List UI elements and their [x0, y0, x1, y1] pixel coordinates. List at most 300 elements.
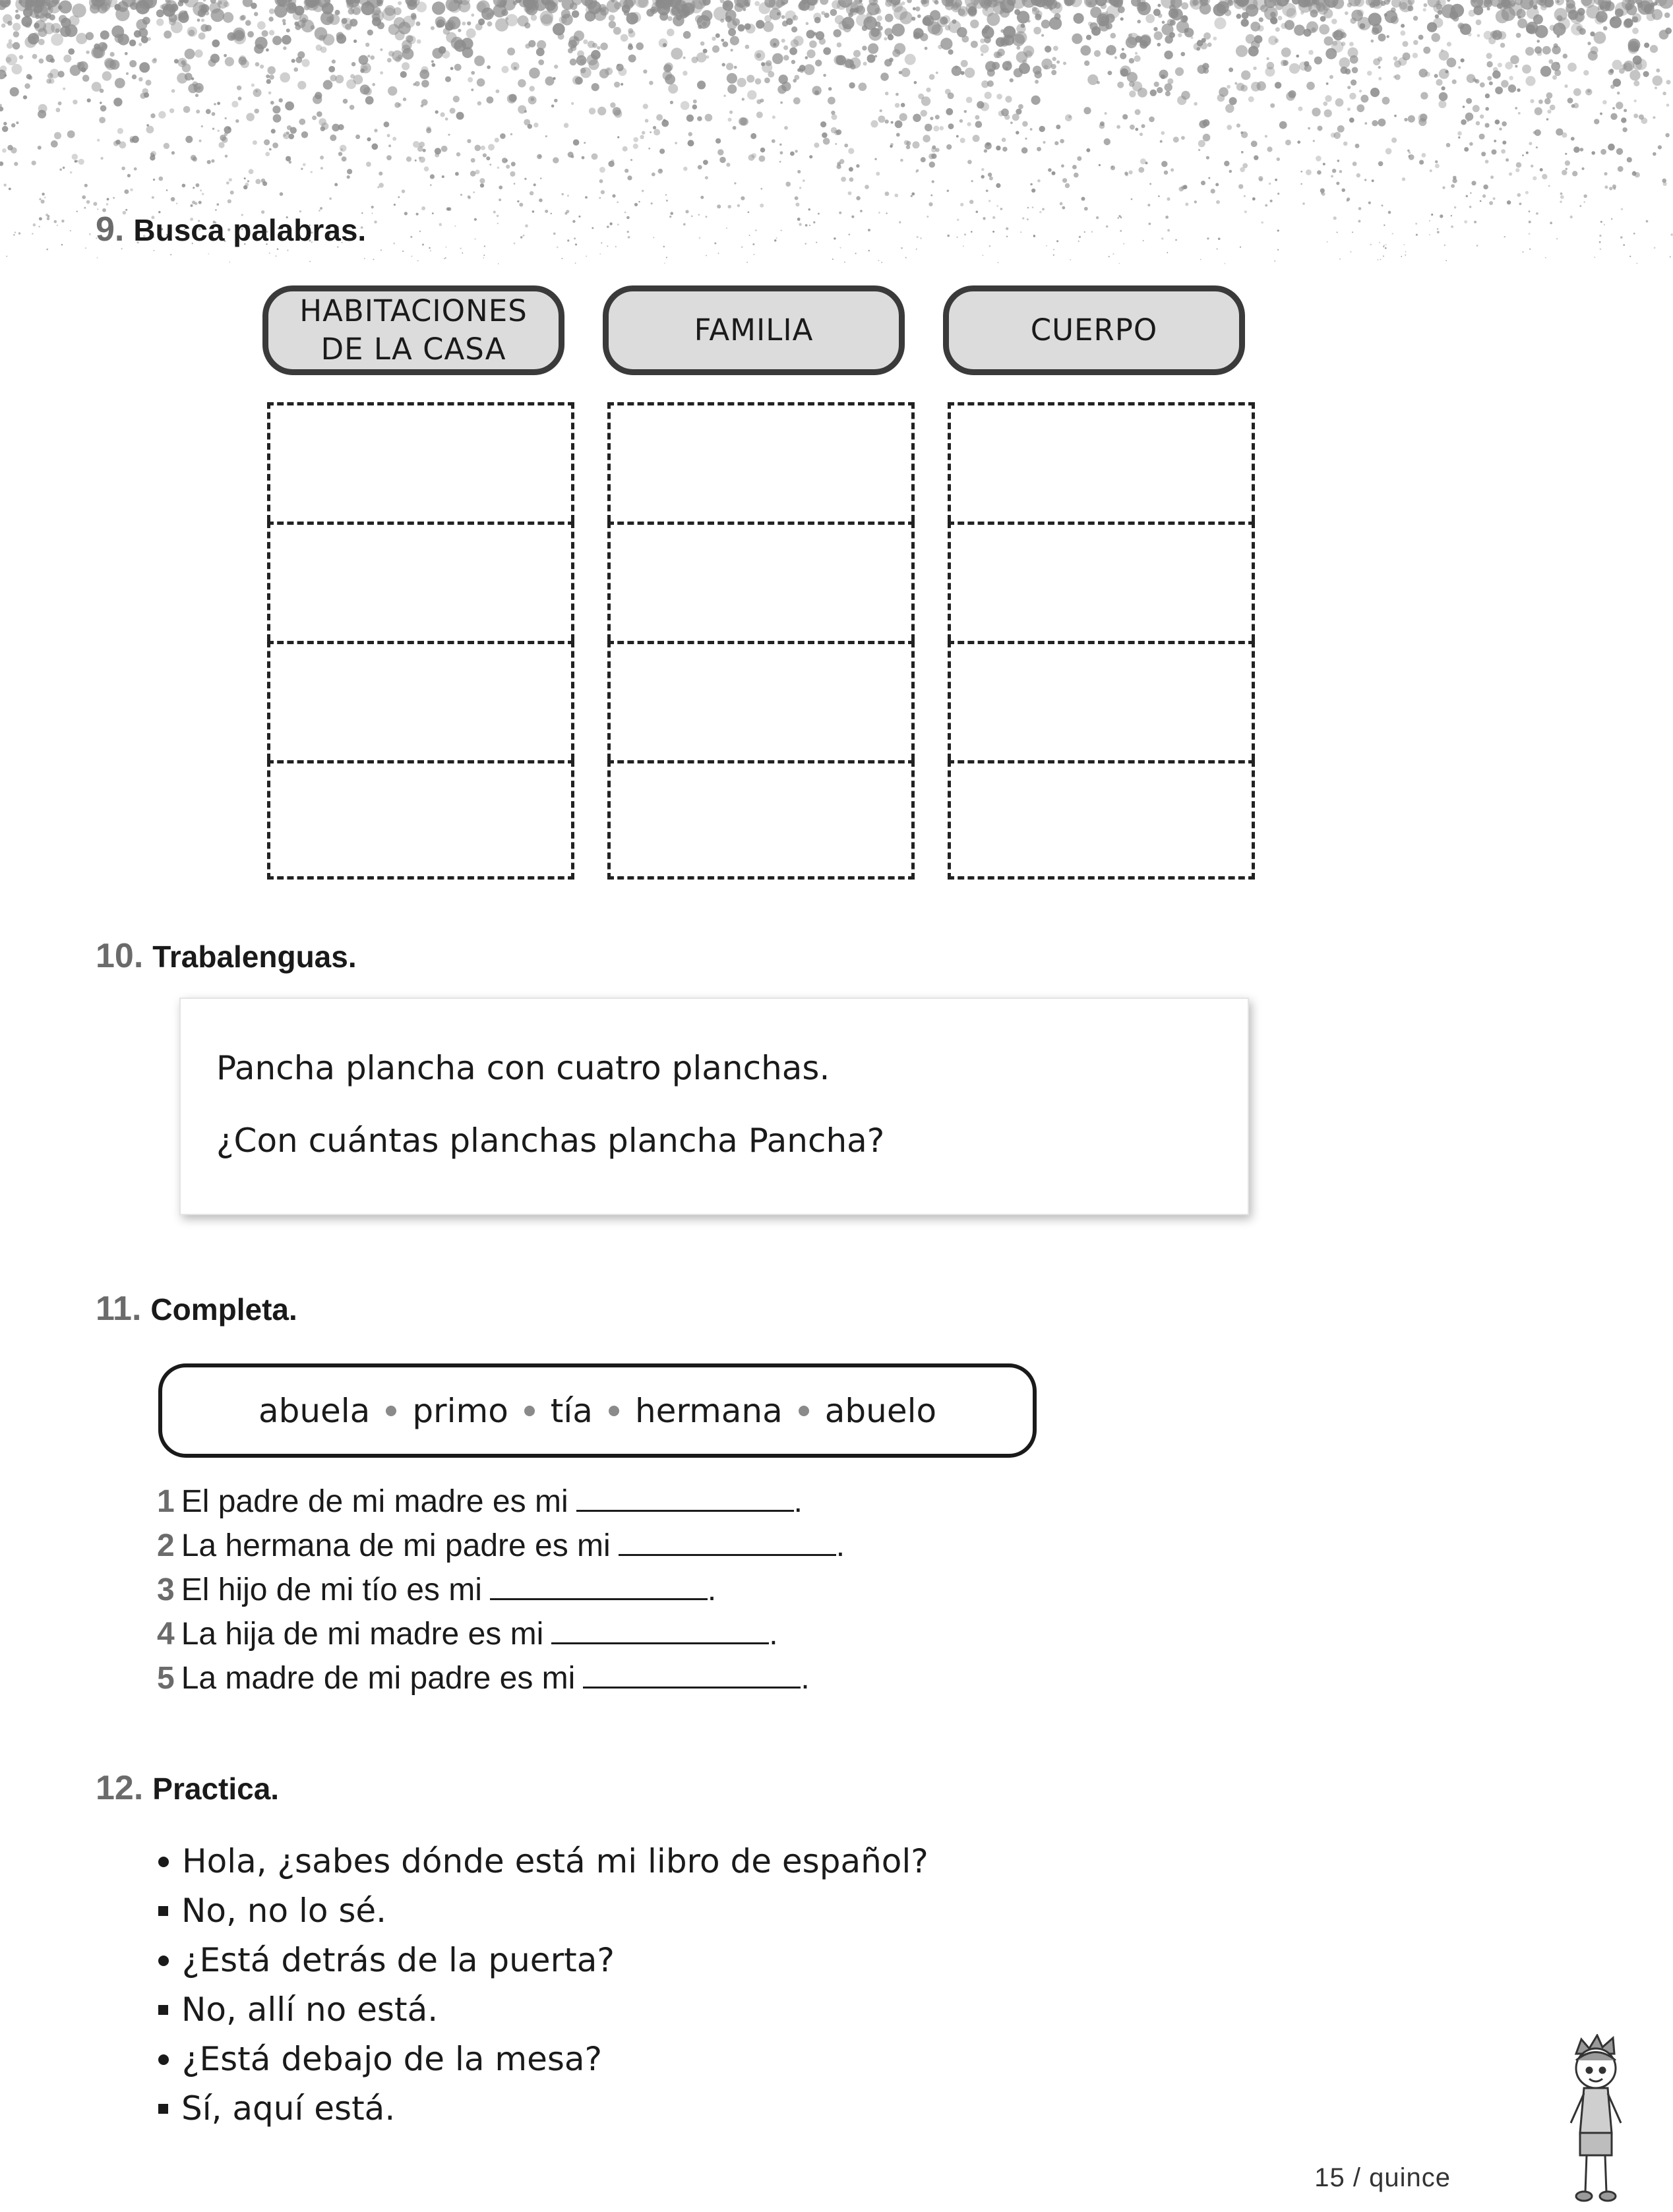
- splatter-dot: [59, 168, 62, 171]
- splatter-dot: [280, 73, 290, 83]
- splatter-dot: [1119, 263, 1120, 264]
- splatter-dot: [431, 60, 434, 63]
- splatter-dot: [336, 32, 344, 40]
- splatter-dot: [226, 181, 229, 185]
- splatter-dot: [865, 185, 869, 189]
- splatter-dot: [1617, 92, 1620, 95]
- splatter-dot: [304, 5, 310, 11]
- answer-blank[interactable]: [551, 1616, 769, 1644]
- splatter-dot: [971, 41, 978, 48]
- splatter-dot: [483, 254, 485, 256]
- answer-cell[interactable]: [267, 402, 574, 522]
- splatter-dot: [195, 49, 202, 57]
- splatter-dot: [1352, 67, 1358, 74]
- splatter-dot: [1431, 33, 1440, 42]
- splatter-dot: [599, 253, 601, 254]
- splatter-dot: [113, 197, 115, 199]
- splatter-dot: [1515, 107, 1517, 109]
- splatter-dot: [1120, 230, 1122, 232]
- splatter-dot: [32, 54, 38, 59]
- splatter-dot: [467, 139, 471, 143]
- splatter-dot: [113, 140, 119, 146]
- splatter-dot: [1030, 128, 1033, 131]
- splatter-dot: [388, 51, 394, 57]
- splatter-dot: [1042, 208, 1045, 211]
- splatter-dot: [398, 1, 402, 5]
- splatter-dot: [474, 218, 477, 221]
- splatter-dot: [214, 103, 216, 105]
- splatter-dot: [284, 134, 286, 136]
- splatter-dot: [1471, 181, 1476, 185]
- answer-cell[interactable]: [267, 641, 574, 760]
- splatter-dot: [203, 0, 206, 2]
- splatter-dot: [537, 40, 546, 49]
- splatter-dot: [626, 13, 638, 24]
- splatter-dot: [372, 7, 380, 15]
- splatter-dot: [1533, 5, 1538, 10]
- category-header-family: FAMILIA: [603, 285, 905, 375]
- splatter-dot: [667, 28, 675, 36]
- splatter-dot: [1345, 69, 1351, 75]
- splatter-dot: [895, 121, 903, 129]
- splatter-dot: [1609, 187, 1612, 190]
- splatter-dot: [1570, 216, 1573, 218]
- splatter-dot: [330, 135, 336, 141]
- square-bullet-icon: [158, 1906, 168, 1916]
- splatter-dot: [1327, 241, 1328, 243]
- answer-cell[interactable]: [607, 522, 915, 641]
- splatter-dot: [141, 36, 148, 44]
- splatter-dot: [600, 43, 608, 51]
- splatter-dot: [626, 216, 630, 220]
- splatter-dot: [1629, 70, 1640, 80]
- splatter-dot: [1351, 80, 1356, 86]
- splatter-dot: [812, 86, 821, 95]
- splatter-dot: [573, 139, 580, 146]
- splatter-dot: [500, 133, 506, 139]
- splatter-dot: [1662, 92, 1666, 95]
- splatter-dot: [91, 47, 103, 59]
- splatter-dot: [823, 47, 831, 55]
- splatter-dot: [56, 107, 61, 112]
- splatter-dot: [989, 245, 991, 247]
- splatter-dot: [1633, 55, 1642, 65]
- splatter-dot: [335, 10, 340, 15]
- splatter-dot: [553, 77, 556, 80]
- splatter-dot: [462, 22, 466, 26]
- answer-cell[interactable]: [267, 760, 574, 880]
- splatter-dot: [1557, 15, 1563, 21]
- splatter-dot: [261, 179, 266, 183]
- splatter-dot: [51, 34, 63, 46]
- splatter-dot: [1194, 200, 1197, 203]
- splatter-dot: [1006, 227, 1008, 230]
- splatter-dot: [870, 120, 878, 127]
- splatter-dot: [1499, 128, 1502, 131]
- splatter-dot: [32, 161, 36, 165]
- splatter-dot: [1277, 158, 1280, 161]
- answer-cell[interactable]: [607, 402, 915, 522]
- splatter-dot: [758, 2, 770, 14]
- splatter-dot: [1594, 119, 1599, 124]
- splatter-dot: [198, 5, 205, 11]
- answer-blank[interactable]: [490, 1572, 708, 1600]
- splatter-dot: [1060, 139, 1064, 144]
- splatter-dot: [1173, 136, 1179, 142]
- splatter-dot: [1241, 85, 1248, 92]
- splatter-dot: [477, 102, 481, 105]
- splatter-dot: [1123, 243, 1124, 245]
- splatter-dot: [533, 123, 538, 127]
- splatter-dot: [44, 196, 46, 198]
- splatter-dot: [551, 105, 555, 108]
- splatter-dot: [1022, 121, 1028, 127]
- section-number: 9.: [96, 210, 125, 249]
- splatter-dot: [430, 184, 432, 186]
- splatter-dot: [1350, 18, 1356, 24]
- word-column-family: [607, 402, 915, 880]
- splatter-dot: [1200, 259, 1202, 260]
- dialogue-text: Hola, ¿sabes dónde está mi libro de español?: [182, 1842, 928, 1880]
- splatter-dot: [1378, 34, 1386, 42]
- splatter-dot: [164, 143, 169, 149]
- splatter-dot: [1598, 5, 1603, 11]
- splatter-dot: [61, 244, 63, 245]
- splatter-dot: [1599, 241, 1601, 243]
- sentence-number: 1: [157, 1484, 175, 1519]
- splatter-dot: [1485, 160, 1489, 164]
- splatter-dot: [693, 100, 697, 104]
- splatter-dot: [166, 189, 168, 191]
- splatter-dot: [1654, 247, 1656, 249]
- splatter-dot: [1275, 179, 1277, 181]
- splatter-dot: [975, 121, 983, 128]
- splatter-dot: [630, 159, 632, 161]
- splatter-dot: [1300, 171, 1302, 173]
- splatter-dot: [699, 237, 701, 239]
- splatter-dot: [1571, 137, 1575, 141]
- splatter-dot: [1203, 134, 1211, 142]
- splatter-dot: [627, 175, 632, 180]
- splatter-dot: [1517, 18, 1527, 28]
- splatter-dot: [980, 44, 989, 53]
- splatter-dot: [1211, 189, 1215, 193]
- splatter-dot: [287, 250, 288, 251]
- splatter-dot: [1131, 198, 1133, 200]
- splatter-dot: [86, 51, 89, 54]
- splatter-dot: [658, 169, 663, 174]
- splatter-dot: [1349, 93, 1356, 100]
- splatter-dot: [665, 74, 675, 84]
- splatter-dot: [510, 171, 515, 177]
- splatter-dot: [1506, 158, 1509, 162]
- splatter-dot: [627, 231, 629, 233]
- splatter-dot: [1259, 177, 1263, 181]
- splatter-dot: [1225, 104, 1234, 113]
- splatter-dot: [649, 81, 653, 85]
- splatter-dot: [900, 159, 903, 162]
- splatter-dot: [185, 49, 195, 59]
- splatter-dot: [117, 128, 123, 134]
- splatter-dot: [1364, 179, 1366, 181]
- splatter-dot: [1109, 256, 1110, 257]
- splatter-dot: [1332, 32, 1339, 38]
- splatter-dot: [957, 219, 959, 221]
- splatter-dot: [146, 126, 154, 134]
- splatter-dot: [588, 59, 599, 70]
- answer-cell[interactable]: [948, 760, 1255, 880]
- splatter-dot: [797, 218, 801, 221]
- splatter-dot: [601, 243, 602, 244]
- splatter-dot: [1442, 86, 1445, 90]
- splatter-dot: [39, 59, 44, 64]
- splatter-dot: [413, 141, 419, 148]
- splatter-dot: [1529, 142, 1532, 145]
- splatter-dot: [809, 155, 812, 158]
- splatter-dot: [1277, 193, 1279, 194]
- sentence-text: El padre de mi madre es mi: [181, 1484, 568, 1519]
- splatter-dot: [965, 68, 975, 78]
- splatter-dot: [1360, 95, 1368, 103]
- splatter-dot: [747, 90, 756, 100]
- splatter-dot: [899, 221, 901, 223]
- splatter-dot: [140, 93, 146, 99]
- splatter-dot: [46, 78, 51, 84]
- splatter-dot: [1489, 201, 1493, 205]
- splatter-dot: [1343, 142, 1348, 146]
- answer-blank[interactable]: [619, 1528, 836, 1556]
- splatter-dot: [1251, 140, 1258, 147]
- splatter-dot: [1006, 61, 1012, 66]
- splatter-dot: [973, 135, 980, 142]
- splatter-dot: [568, 48, 573, 53]
- splatter-dot: [1031, 96, 1041, 105]
- splatter-dot: [742, 98, 745, 100]
- splatter-dot: [1610, 16, 1622, 28]
- splatter-dot: [0, 107, 3, 111]
- splatter-dot: [63, 88, 65, 90]
- splatter-dot: [828, 97, 836, 105]
- splatter-dot: [1357, 9, 1364, 16]
- splatter-dot: [1451, 4, 1464, 17]
- splatter-dot: [790, 152, 795, 156]
- splatter-dot: [392, 137, 396, 141]
- splatter-dot: [856, 164, 859, 167]
- splatter-dot: [1447, 57, 1457, 67]
- splatter-dot: [1633, 113, 1638, 118]
- splatter-dot: [1442, 187, 1445, 189]
- splatter-dot: [618, 67, 626, 76]
- splatter-dot: [178, 13, 189, 23]
- splatter-dot: [1536, 40, 1540, 43]
- splatter-dot: [1629, 256, 1631, 257]
- splatter-dot: [1565, 153, 1567, 155]
- splatter-dot: [1135, 36, 1142, 43]
- splatter-dot: [628, 236, 630, 239]
- splatter-dot: [15, 14, 20, 19]
- splatter-dot: [791, 40, 799, 48]
- splatter-dot: [1078, 241, 1080, 242]
- splatter-dot: [282, 19, 286, 23]
- splatter-dot: [518, 79, 526, 88]
- splatter-dot: [46, 249, 48, 251]
- splatter-dot: [468, 196, 471, 199]
- answer-blank[interactable]: [583, 1660, 801, 1689]
- splatter-dot: [1162, 21, 1165, 24]
- sentence-item: 1 El padre de mi madre es mi .: [157, 1484, 803, 1519]
- splatter-dot: [1332, 41, 1337, 46]
- splatter-dot: [1600, 221, 1602, 223]
- splatter-dot: [1391, 16, 1399, 24]
- splatter-dot: [764, 78, 770, 84]
- splatter-dot: [1054, 2, 1061, 9]
- splatter-dot: [1077, 156, 1081, 161]
- category-header-body: CUERPO: [943, 285, 1245, 375]
- splatter-dot: [1224, 161, 1229, 166]
- splatter-dot: [1167, 229, 1170, 232]
- splatter-dot: [849, 167, 853, 171]
- splatter-dot: [359, 55, 369, 65]
- splatter-dot: [539, 198, 543, 202]
- splatter-dot: [588, 41, 595, 48]
- splatter-dot: [58, 102, 62, 105]
- splatter-dot: [1482, 194, 1486, 198]
- splatter-dot: [622, 5, 630, 13]
- section-number: 10.: [96, 937, 144, 975]
- splatter-dot: [47, 218, 50, 221]
- splatter-dot: [524, 110, 527, 113]
- splatter-dot: [1372, 120, 1378, 126]
- answer-blank[interactable]: [576, 1483, 794, 1512]
- splatter-dot: [41, 200, 45, 204]
- splatter-dot: [836, 129, 841, 135]
- word-bank-item: tía: [550, 1391, 593, 1430]
- splatter-dot: [575, 243, 577, 245]
- splatter-dot: [809, 225, 810, 226]
- splatter-dot: [302, 59, 310, 67]
- splatter-dot: [686, 115, 694, 122]
- splatter-dot: [1051, 70, 1056, 75]
- splatter-dot: [1444, 245, 1445, 246]
- answer-cell[interactable]: [607, 760, 915, 880]
- splatter-dot: [1323, 163, 1325, 165]
- splatter-dot: [1310, 10, 1318, 18]
- splatter-dot: [24, 36, 36, 48]
- splatter-dot: [985, 92, 992, 99]
- splatter-dot: [985, 61, 996, 73]
- answer-cell[interactable]: [267, 522, 574, 641]
- splatter-dot: [917, 236, 919, 238]
- splatter-dot: [1434, 74, 1438, 78]
- splatter-dot: [554, 99, 558, 103]
- splatter-dot: [350, 105, 355, 110]
- splatter-dot: [223, 12, 233, 22]
- splatter-dot: [379, 171, 382, 175]
- splatter-dot: [685, 210, 688, 213]
- splatter-dot: [628, 43, 632, 47]
- splatter-dot: [265, 152, 270, 156]
- section-number: 12.: [96, 1769, 144, 1807]
- answer-cell[interactable]: [948, 522, 1255, 641]
- splatter-dot: [1438, 100, 1446, 108]
- splatter-dot: [296, 57, 303, 63]
- splatter-dot: [1663, 182, 1667, 186]
- splatter-dot: [996, 183, 1000, 188]
- splatter-dot: [1370, 88, 1380, 97]
- splatter-dot: [1381, 1, 1386, 6]
- splatter-dot: [404, 212, 408, 215]
- splatter-dot: [185, 73, 193, 80]
- splatter-dot: [1062, 178, 1067, 183]
- separator-dot-icon: [524, 1406, 535, 1416]
- splatter-dot: [642, 190, 644, 193]
- splatter-dot: [1018, 104, 1023, 109]
- splatter-dot: [737, 204, 741, 208]
- splatter-dot: [1401, 256, 1402, 257]
- splatter-dot: [466, 28, 476, 38]
- splatter-dot: [931, 147, 936, 152]
- splatter-dot: [350, 18, 357, 26]
- splatter-dot: [1157, 43, 1161, 47]
- splatter-dot: [1054, 141, 1058, 145]
- splatter-dot: [212, 128, 214, 130]
- splatter-dot: [176, 203, 177, 204]
- splatter-dot: [664, 63, 673, 71]
- splatter-dot: [1394, 61, 1401, 68]
- dialogue-line: [158, 1837, 928, 1886]
- splatter-dot: [1097, 14, 1109, 26]
- splatter-dot: [338, 152, 342, 156]
- splatter-dot: [282, 35, 291, 45]
- splatter-dot: [1000, 29, 1004, 33]
- splatter-dot: [1225, 263, 1226, 264]
- splatter-dot: [1596, 11, 1608, 23]
- splatter-dot: [1430, 169, 1432, 172]
- splatter-dot: [783, 45, 788, 50]
- splatter-dot: [759, 156, 766, 162]
- splatter-dot: [683, 57, 686, 59]
- splatter-dot: [1610, 69, 1614, 73]
- splatter-dot: [21, 16, 32, 27]
- splatter-dot: [884, 59, 892, 67]
- splatter-dot: [458, 29, 461, 32]
- splatter-dot: [1453, 176, 1457, 180]
- splatter-dot: [659, 148, 665, 154]
- splatter-dot: [1623, 244, 1625, 246]
- splatter-dot: [320, 167, 323, 169]
- splatter-dot: [388, 144, 391, 147]
- splatter-dot: [152, 196, 154, 199]
- splatter-dot: [1552, 75, 1557, 80]
- splatter-dot: [1033, 27, 1041, 35]
- answer-cell[interactable]: [607, 641, 915, 760]
- splatter-dot: [1048, 168, 1052, 172]
- splatter-dot: [1097, 81, 1100, 84]
- splatter-dot: [1556, 238, 1558, 239]
- splatter-dot: [1600, 149, 1606, 155]
- splatter-dot: [496, 90, 500, 94]
- splatter-dot: [446, 207, 450, 210]
- splatter-dot: [206, 109, 211, 114]
- splatter-dot: [1526, 152, 1529, 154]
- splatter-dot: [367, 30, 373, 36]
- answer-cell[interactable]: [948, 402, 1255, 522]
- splatter-dot: [238, 57, 247, 65]
- splatter-dot: [1573, 146, 1580, 153]
- splatter-dot: [727, 73, 737, 84]
- splatter-dot: [1509, 76, 1513, 80]
- answer-cell[interactable]: [948, 641, 1255, 760]
